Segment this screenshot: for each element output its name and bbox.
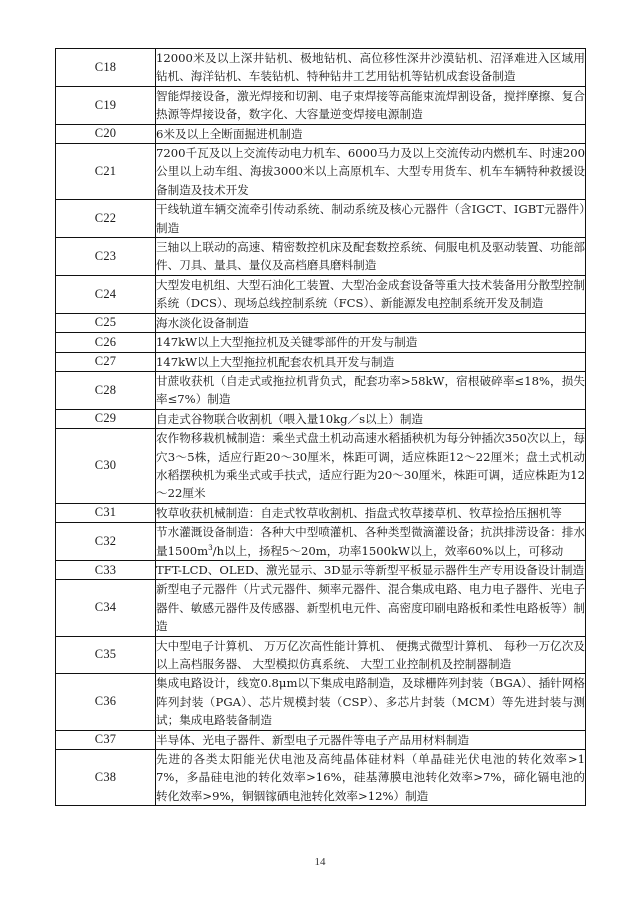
row-code: C35 [56, 636, 156, 674]
table-row [56, 144, 586, 200]
row-code: C25 [56, 313, 156, 332]
table-row [56, 200, 586, 238]
row-description [156, 523, 586, 561]
row-description [156, 730, 586, 749]
table-row [56, 124, 586, 143]
row-description-text: 新型电子元器件（片式元器件、频率元器件、混合集成电路、电力电子器件、光电子器件、敏感元器件及传感器、新型机电元件、高密度印刷电路板和柔性电路板等）制造 [156, 582, 585, 634]
description-superscript: 3 [208, 542, 213, 552]
row-description-text: 先进的各类太阳能光伏电池及高纯晶体硅材料（单晶硅光伏电池的转化效率>17%，多晶硅电池的转化效率>16%，硅基薄膜电池转化效率>7%，碲化镉电池的转化效率>9%，铜铟镓硒电池转化效率>12%）制造 [156, 752, 585, 803]
table-row [56, 429, 586, 504]
row-code: C26 [56, 333, 156, 352]
table-row [56, 275, 586, 313]
row-code: C20 [56, 124, 156, 143]
row-description [156, 144, 586, 200]
row-code: C24 [56, 275, 156, 313]
description-suffix: /h以上，扬程5～20m，功率1500kW以上，效率60%以上，可移动 [212, 543, 564, 558]
row-code: C38 [56, 750, 156, 806]
row-description-text: 集成电路设计，线宽0.8μm以下集成电路制造，及球栅阵列封装（BGA）、插针网格阵列封装（PGA）、芯片规模封装（CSP）、多芯片封装（MCM）等先进封装与测试；集成电路装备制造 [156, 676, 585, 728]
row-description [156, 49, 586, 87]
table-row [56, 333, 586, 352]
table-body [56, 49, 586, 806]
table-row [56, 674, 586, 730]
row-description [156, 636, 586, 674]
row-code: C23 [56, 238, 156, 276]
row-description-text: 半导体、光电子器件、新型电子元器件等电子产品用材料制造 [156, 732, 470, 747]
table-row [56, 352, 586, 371]
row-description [156, 313, 586, 332]
row-code: C34 [56, 580, 156, 636]
table-row [56, 238, 586, 276]
row-description [156, 200, 586, 238]
row-description-text [156, 523, 585, 560]
row-description-text: TFT-LCD、OLED、激光显示、3D显示等新型平板显示器件生产专用设备设计制造 [156, 562, 585, 577]
row-description [156, 238, 586, 276]
row-description-text: 干线轨道车辆交流牵引传动系统、制动系统及核心元器件（含IGCT、IGBT元器件）制造 [156, 202, 585, 235]
row-code: C30 [56, 429, 156, 504]
row-description [156, 429, 586, 504]
row-description-text: 大型发电机组、大型石油化工装置、大型冶金成套设备等重大技术装备用分散型控制系统（DCS）、现场总线控制系统（FCS）、新能源发电控制系统开发及制造 [156, 277, 585, 311]
row-description [156, 503, 586, 522]
catalog-table [55, 48, 586, 806]
row-description [156, 580, 586, 636]
page-number: 14 [314, 856, 326, 868]
row-description [156, 86, 586, 124]
row-description-text: 海水淡化设备制造 [156, 315, 249, 330]
row-description [156, 750, 586, 806]
row-code: C19 [56, 86, 156, 124]
row-code: C29 [56, 409, 156, 428]
row-description-text: 智能焊接设备，激光焊接和切割、电子束焊接等高能束流焊割设备，搅拌摩擦、复合热源等焊接设备，数字化、大容量逆变焊接电源制造 [156, 88, 585, 122]
row-description [156, 371, 586, 409]
description-prefix: 节水灌溉设备制造：各种大中型喷灌机、各种类型微滴灌设备；抗洪排涝设备：排水量1500m [156, 525, 585, 558]
table-row [56, 409, 586, 428]
row-code: C21 [56, 144, 156, 200]
row-description [156, 333, 586, 352]
row-description-text: 147kW以上大型拖拉机配套农机具开发与制造 [156, 354, 395, 369]
row-description-text: 12000米及以上深井钻机、极地钻机、高位移性深井沙漠钻机、沼泽难进入区域用钻机、海洋钻机、车装钻机、特种钻井工艺用钻机等钻机成套设备制造 [156, 51, 585, 84]
table-row [56, 560, 586, 579]
row-code: C31 [56, 503, 156, 522]
row-code: C33 [56, 560, 156, 579]
row-code: C37 [56, 730, 156, 749]
row-code: C36 [56, 674, 156, 730]
table-row [56, 750, 586, 806]
table-row [56, 371, 586, 409]
row-code: C28 [56, 371, 156, 409]
row-description [156, 352, 586, 371]
row-description-text: 147kW以上大型拖拉机及关键零部件的开发与制造 [156, 335, 418, 350]
row-description [156, 409, 586, 428]
row-description-text: 7200千瓦及以上交流传动电力机车、6000马力及以上交流传动内燃机车、时速200公里以上动车组、海拔3000米以上高原机车、大型专用货车、机车车辆特种救援设备制造及技术开发 [156, 146, 585, 197]
table-row [56, 523, 586, 561]
row-description [156, 124, 586, 143]
row-description [156, 674, 586, 730]
table-row [56, 503, 586, 522]
row-description-text: 甘蔗收获机（自走式或拖拉机背负式，配套功率>58kW，宿根破碎率≤18%，损失率≤7%）制造 [156, 373, 585, 407]
row-code: C22 [56, 200, 156, 238]
row-code: C18 [56, 49, 156, 87]
row-description [156, 275, 586, 313]
row-description-text: 自走式谷物联合收割机（喂入量10kg／s以上）制造 [156, 411, 424, 426]
row-description-text: 农作物移栽机械制造：乘坐式盘土机动高速水稻插秧机为每分钟插次350次以上，每穴3～5株，适应行距20～30厘米，株距可调，适应株距12～22厘米；盘土式机动水稻摆秧机为乘坐式或手扶式，适应行距为20～30厘米，株距可调，适应株距为12～22厘米 [156, 431, 585, 501]
row-description-text: 6米及以上全断面掘进机制造 [156, 126, 303, 141]
row-description-text: 大中型电子计算机、 万万亿次高性能计算机、 便携式微型计算机、 每秒一万亿次及以上高档服务器、 大型模拟仿真系统、 大型工业控制机及控制器制造 [156, 638, 585, 671]
table-row [56, 636, 586, 674]
row-description-text: 牧草收获机械制造：自走式牧草收割机、指盘式牧草搂草机、牧草捡拾压捆机等 [156, 505, 562, 520]
table-row [56, 730, 586, 749]
row-code: C27 [56, 352, 156, 371]
table-row [56, 49, 586, 87]
row-description [156, 560, 586, 579]
table-row [56, 580, 586, 636]
row-code: C32 [56, 523, 156, 561]
table-row [56, 86, 586, 124]
table-row [56, 313, 586, 332]
row-description-text: 三轴以上联动的高速、精密数控机床及配套数控系统、伺服电机及驱动装置、功能部件、刀具、量具、量仪及高档磨具磨料制造 [156, 240, 585, 273]
